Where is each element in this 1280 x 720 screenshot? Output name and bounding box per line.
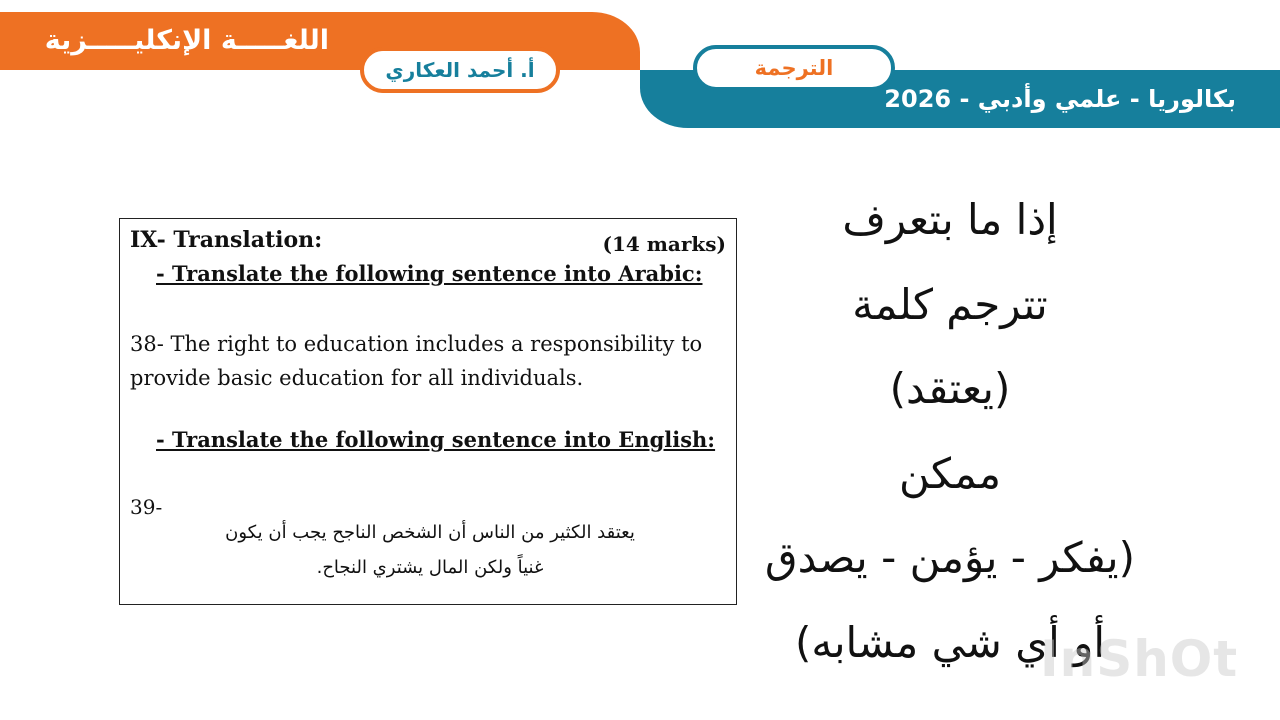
exam-question-box <box>119 218 737 605</box>
app-watermark: InShOt <box>1040 630 1239 688</box>
course-title: بكالوريا - علمي وأدبي - 2026 <box>884 85 1236 113</box>
tip-line-1: إذا ما بتعرف <box>842 195 1058 244</box>
question-39-number: 39- <box>130 495 163 519</box>
tip-line-2: تترجم كلمة <box>852 279 1048 329</box>
section-badge: الترجمة <box>693 45 895 91</box>
instruction-to-english: - Translate the following sentence into English: <box>156 427 716 452</box>
instruction-to-arabic: - Translate the following sentence into Arabic: <box>156 261 703 286</box>
tip-line-6: أو أي شي مشابه) <box>794 617 1106 667</box>
exam-section-title: IX- Translation: <box>130 227 323 253</box>
teacher-name-badge: أ. أحمد العكاري <box>360 47 560 93</box>
question-39-line-1: يعتقد الكثير من الناس أن الشخص الناجح يجب أن يكون <box>225 522 635 543</box>
question-39-arabic-text <box>170 515 690 585</box>
subject-title: اللغـــــة الإنكليـــــزية <box>44 25 329 56</box>
translation-tip <box>740 178 1160 685</box>
exam-marks: (14 marks) <box>602 232 726 256</box>
question-38: 38- The right to education includes a responsibility to provide basic education for all individuals. <box>130 332 703 390</box>
tip-line-4: ممكن <box>899 448 1001 498</box>
tip-line-5: (يفكر - يؤمن - يصدق <box>764 533 1135 582</box>
question-39-line-2: غنياً ولكن المال يشتري النجاح. <box>316 557 544 578</box>
tip-line-3: (يعتقد) <box>889 364 1011 413</box>
